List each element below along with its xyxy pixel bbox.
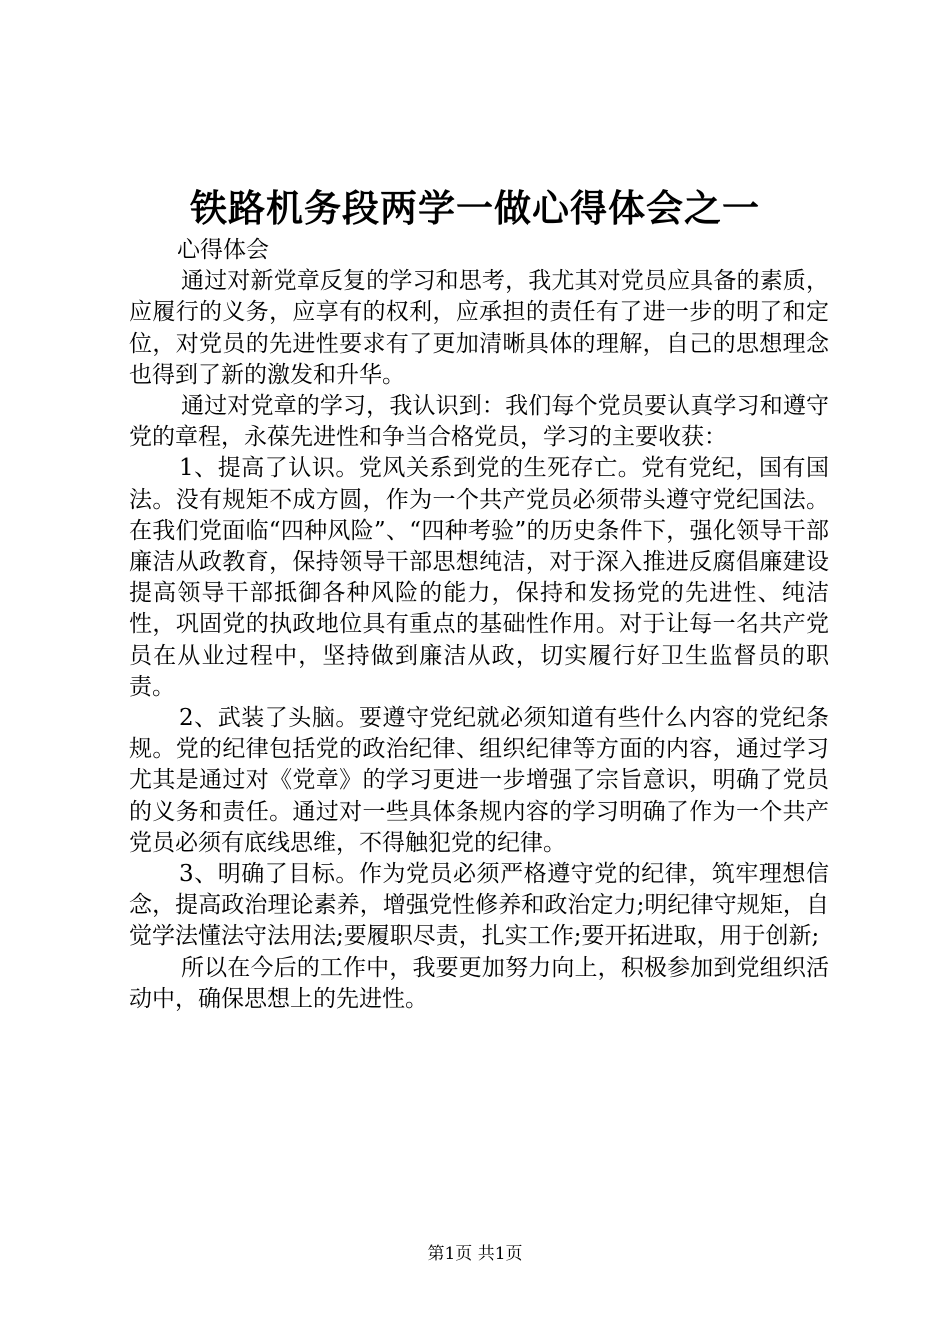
document-subtitle: 心得体会 bbox=[177, 237, 269, 263]
paragraph-point-3: 3、明确了目标。作为党员必须严格遵守党的纪律，筑牢理想信念，提高政治理论素养，增强党性修养和政治定力;明纪律守规矩，自觉学法懂法守法用法;要履职尽责，扎实工作;要开拓进取，用于创新; bbox=[129, 861, 829, 950]
document-title: 铁路机务段两学一做心得体会之一 bbox=[190, 186, 760, 230]
paragraph-understanding: 通过对党章的学习，我认识到：我们每个党员要认真学习和遵守党的章程，永葆先进性和争当合格党员，学习的主要收获： bbox=[129, 393, 829, 451]
document-body bbox=[129, 235, 829, 1015]
page-footer: 第1页 共1页 bbox=[427, 1244, 523, 1264]
paragraph-point-1: 1、提高了认识。党风关系到党的生死存亡。党有党纪，国有国法。没有规矩不成方圆，作为一个共产党员必须带头遵守党纪国法。在我们党面临“四种风险”、“四种考验”的历史条件下，强化领导干部廉洁从政教育，保持领导干部思想纯洁，对于深入推进反腐倡廉建设提高领导干部抵御各种风险的能力，保持和发扬党的先进性、纯洁性，巩固党的执政地位具有重点的基础性作用。对于让每一名共产党员在从业过程中，坚持做到廉洁从政，切实履行好卫生监督员的职责。 bbox=[129, 455, 829, 700]
paragraph-point-2: 2、武装了头脑。要遵守党纪就必须知道有些什么内容的党纪条规。党的纪律包括党的政治纪律、组织纪律等方面的内容，通过学习尤其是通过对《党章》的学习更进一步增强了宗旨意识，明确了党员的义务和责任。通过对一些具体条规内容的学习明确了作为一个共产党员必须有底线思维，不得触犯党的纪律。 bbox=[129, 705, 829, 856]
paragraph-intro: 通过对新党章反复的学习和思考，我尤其对党员应具备的素质，应履行的义务，应享有的权利，应承担的责任有了进一步的明了和定位，对党员的先进性要求有了更加清晰具体的理解，自己的思想理念也得到了新的激发和升华。 bbox=[129, 268, 829, 388]
paragraph-conclusion: 所以在今后的工作中，我要更加努力向上，积极参加到党组织活动中，确保思想上的先进性。 bbox=[129, 954, 829, 1012]
